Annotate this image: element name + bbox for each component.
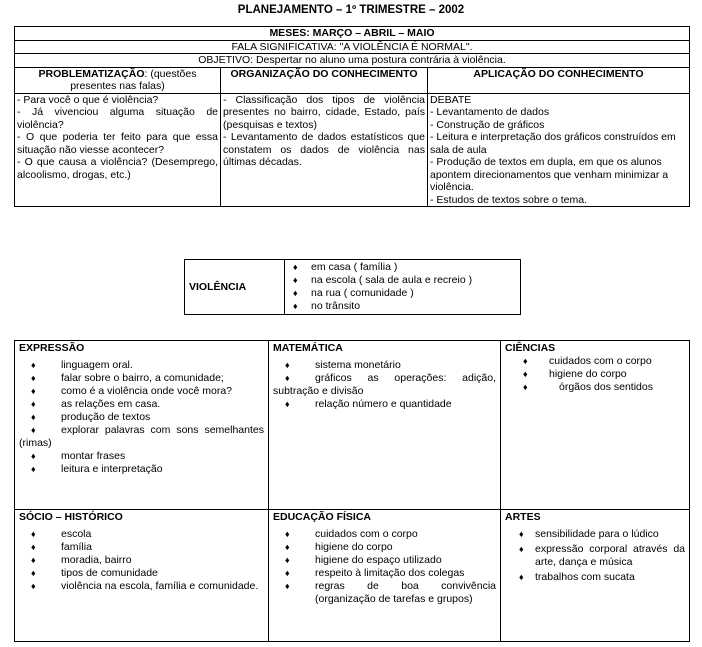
list-item-text: higiene do corpo: [549, 368, 627, 380]
months-row: MESES: MARÇO – ABRIL – MAIO: [15, 27, 690, 41]
diamond-bullet-icon: ♦: [31, 451, 36, 461]
list-item-text: as relações em casa.: [61, 398, 161, 410]
list-item: [505, 543, 685, 569]
list-item-text: na escola ( sala de aula e recreio ): [311, 274, 473, 286]
list-item: [19, 359, 264, 372]
objetivo-row: OBJETIVO: Despertar no aluno uma postura contrária à violência.: [15, 54, 690, 68]
list-item: [19, 372, 264, 385]
problematizacao-cell: [15, 93, 221, 207]
diamond-bullet-icon: ♦: [31, 542, 36, 552]
list-item-text: trabalhos com sucata: [535, 571, 635, 583]
diamond-bullet-icon: ♦: [523, 382, 528, 392]
list-item-text: explorar palavras com sons semelhantes (rimas): [19, 424, 264, 449]
diamond-bullet-icon: ♦: [31, 464, 36, 474]
list-item-text: falar sobre o bairro, a comunidade;: [61, 372, 224, 384]
diamond-bullet-icon: ♦: [285, 581, 290, 591]
col-header-organizacao: ORGANIZAÇÃO DO CONHECIMENTO: [221, 67, 428, 93]
planning-table: [14, 26, 690, 207]
list-item-text: gráficos as operações: adição, subtração e divisão: [273, 372, 496, 397]
list-item: [289, 300, 516, 313]
list-item-text: higiene do espaço utilizado: [315, 554, 442, 566]
diamond-bullet-icon: ♦: [285, 555, 290, 565]
list-item: [273, 528, 496, 541]
list-item: [505, 528, 685, 541]
list-item-text: escola: [61, 528, 92, 540]
list-item-text: família: [61, 541, 92, 553]
list-item: [19, 541, 264, 554]
list-item-text: em casa ( família ): [311, 261, 398, 273]
problematizacao-item: - Para você o que é violência?: [17, 93, 159, 106]
diamond-bullet-icon: ♦: [285, 542, 290, 552]
diamond-bullet-icon: ♦: [519, 529, 524, 539]
list-item-text: sistema monetário: [315, 359, 401, 371]
ciencias-cell: [501, 341, 690, 510]
list-item: [505, 368, 685, 381]
expressao-cell: [15, 341, 269, 510]
list-item-text: regras de boa convivência (organização de tarefas e grupos): [315, 580, 496, 605]
list-item-text: como é a violência onde você mora?: [61, 385, 233, 397]
list-item: [289, 287, 516, 300]
list-item: [19, 411, 264, 424]
list-item-text: leitura e interpretação: [61, 463, 163, 475]
aplicacao-item: DEBATE: [430, 93, 472, 106]
diamond-bullet-icon: ♦: [523, 356, 528, 366]
list-item: [273, 372, 496, 398]
aplicacao-item: - Construção de gráficos: [430, 118, 545, 131]
list-item: [273, 398, 496, 411]
list-item: [273, 554, 496, 567]
problematizacao-item: - O que poderia ter feito para que essa situação não viesse acontecer?: [17, 131, 218, 156]
aplicacao-item: - Produção de textos em dupla, em que os alunos apontem direcionamentos que venham minimizar a violência.: [430, 156, 669, 193]
areas-table: [14, 340, 690, 642]
violencia-items: [285, 260, 521, 315]
diamond-bullet-icon: ♦: [31, 373, 36, 383]
list-item: [289, 261, 516, 274]
problematizacao-item: - O que causa a violência? (Desemprego, alcoolismo, drogas, etc.): [17, 156, 218, 181]
diamond-bullet-icon: ♦: [285, 529, 290, 539]
artes-title: ARTES: [505, 511, 541, 523]
aplicacao-item: - Levantamento de dados: [430, 106, 550, 118]
list-item-text: relação número e quantidade: [315, 398, 452, 410]
diamond-bullet-icon: ♦: [31, 386, 36, 396]
ciencias-title: CIÊNCIAS: [505, 342, 556, 354]
list-item: [505, 355, 685, 368]
list-item-text: na rua ( comunidade ): [311, 287, 414, 299]
list-item: [289, 274, 516, 287]
list-item-text: violência na escola, família e comunidade.: [61, 580, 259, 592]
list-item-text: higiene do corpo: [315, 541, 393, 553]
col-header-problematizacao-bold: PROBLEMATIZAÇÃO: [38, 67, 145, 80]
list-item: [19, 398, 264, 411]
page-title: PLANEJAMENTO – 1º TRIMESTRE – 2002: [237, 4, 465, 16]
list-item-text: órgãos dos sentidos: [559, 381, 653, 393]
list-item: [19, 385, 264, 398]
diamond-bullet-icon: ♦: [293, 301, 298, 311]
list-item: [19, 554, 264, 567]
organizacao-item: - Levantamento de dados estatísticos que constatem os dados de violência nas últimas décadas.: [223, 131, 425, 168]
diamond-bullet-icon: ♦: [31, 360, 36, 370]
matematica-cell: [269, 341, 501, 510]
list-item-text: expressão corporal através da arte, dança e música: [535, 543, 685, 568]
diamond-bullet-icon: ♦: [285, 360, 290, 370]
diamond-bullet-icon: ♦: [293, 275, 298, 285]
diamond-bullet-icon: ♦: [31, 529, 36, 539]
matematica-title: MATEMÁTICA: [273, 342, 343, 354]
diamond-bullet-icon: ♦: [293, 262, 298, 272]
aplicacao-item: - Estudos de textos sobre o tema.: [430, 193, 587, 206]
educacao-fisica-cell: [269, 510, 501, 642]
artes-cell: [501, 510, 690, 642]
list-item-text: produção de textos: [61, 411, 151, 423]
list-item-text: respeito à limitação dos colegas: [315, 567, 465, 579]
col-header-aplicacao: APLICAÇÃO DO CONHECIMENTO: [428, 67, 690, 93]
expressao-title: EXPRESSÃO: [19, 342, 85, 354]
list-item: [505, 571, 685, 584]
diamond-bullet-icon: ♦: [519, 544, 524, 554]
list-item-text: cuidados com o corpo: [549, 355, 652, 367]
list-item: [19, 450, 264, 463]
violencia-label: VIOLÊNCIA: [185, 260, 285, 315]
list-item: [19, 424, 264, 450]
organizacao-item: - Classificação dos tipos de violência presentes no bairro, cidade, Estado, país (pesquisas e textos): [223, 93, 425, 131]
list-item-text: sensibilidade para o lúdico: [535, 528, 659, 540]
list-item-text: montar frases: [61, 450, 126, 462]
fala-row: FALA SIGNIFICATIVA: "A VIOLÊNCIA É NORMAL".: [15, 40, 690, 54]
list-item: [19, 528, 264, 541]
organizacao-cell: [221, 93, 428, 207]
diamond-bullet-icon: ♦: [31, 425, 36, 435]
diamond-bullet-icon: ♦: [31, 581, 36, 591]
diamond-bullet-icon: ♦: [31, 568, 36, 578]
diamond-bullet-icon: ♦: [285, 568, 290, 578]
educacao-fisica-title: EDUCAÇÃO FÍSICA: [273, 511, 372, 523]
diamond-bullet-icon: ♦: [523, 369, 528, 379]
list-item-text: moradia, bairro: [61, 554, 132, 566]
list-item: [273, 567, 496, 580]
list-item: [505, 381, 685, 394]
list-item-text: tipos de comunidade: [61, 567, 158, 579]
diamond-bullet-icon: ♦: [519, 572, 524, 582]
aplicacao-cell: [428, 93, 690, 207]
diamond-bullet-icon: ♦: [285, 373, 290, 383]
list-item: [19, 463, 264, 476]
socio-historico-title: SÓCIO – HISTÓRICO: [19, 511, 123, 523]
list-item: [273, 580, 496, 606]
list-item: [273, 541, 496, 554]
list-item: [19, 567, 264, 580]
problematizacao-item: - Já vivenciou alguma situação de violência?: [17, 106, 218, 131]
list-item-text: cuidados com o corpo: [315, 528, 418, 540]
col-header-problematizacao: [15, 67, 221, 93]
list-item-text: linguagem oral.: [61, 359, 133, 371]
aplicacao-item: - Leitura e interpretação dos gráficos construídos em sala de aula: [430, 131, 676, 156]
list-item: [273, 359, 496, 372]
diamond-bullet-icon: ♦: [285, 399, 290, 409]
list-item: [19, 580, 264, 593]
diamond-bullet-icon: ♦: [31, 412, 36, 422]
col-header-problematizacao-rest: : (questões presentes nas falas): [70, 67, 197, 92]
diamond-bullet-icon: ♦: [293, 288, 298, 298]
violencia-table: [184, 259, 521, 315]
diamond-bullet-icon: ♦: [31, 399, 36, 409]
list-item-text: no trânsito: [311, 300, 361, 312]
diamond-bullet-icon: ♦: [31, 555, 36, 565]
socio-historico-cell: [15, 510, 269, 642]
